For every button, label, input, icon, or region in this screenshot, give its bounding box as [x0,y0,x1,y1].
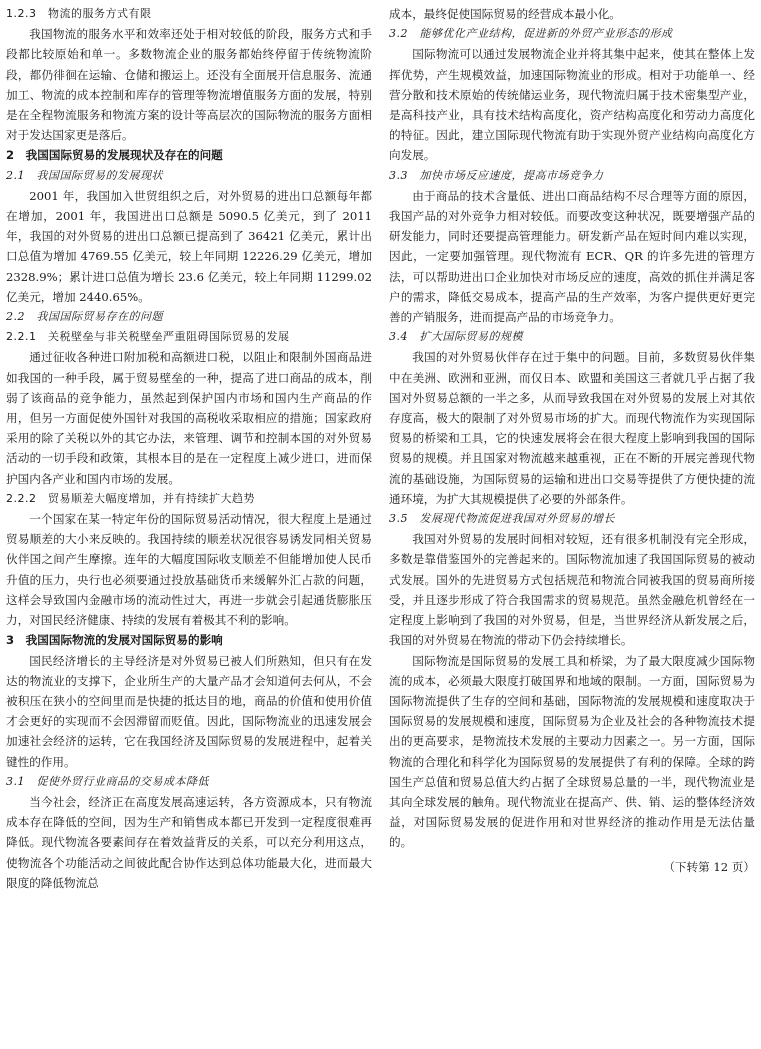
subsection-heading: 3.2 能够优化产业结构，促进新的外贸产业形态的形成 [389,27,673,41]
paragraph: 我国的对外贸易伙伴存在过于集中的问题。目前，多数贸易伙伴集中在美洲、欧洲和亚洲，而仅日本、欧盟和美国这三者就几乎占据了我国对外贸易总额的一半之多，从而导致我国在对外贸易的发展上对其依存度高，极大的限制了对外贸易市场的扩大。而现代物流作为实现国际贸易的桥梁和工具，它的快速发展将会在很大程度上影响到我国的国际贸易的规模。并且国家对物流越来越重视，正在不断的开展完善现代物流的基础设施，为国际贸易的运输和进出口交易等提供了方便快捷的流通环境，为扩大其规模提供了必要的外部条件。 [389,350,755,506]
subsection-heading: 3.1 促使外贸行业商品的交易成本降低 [6,774,209,788]
paragraph: 当今社会，经济正在高度发展高速运转，各方资源成本，只有物流成本存在降低的空间，因为生产和销售成本都已开发到一定程度很难再降低。现代物流各要素间存在着效益背反的关系，可以充分利用这点，使物流各个功能活动之间彼此配合协作达到总体功能最大化，进而最大限度的降低物流总 [6,794,372,890]
article-page [6,4,755,1044]
paragraph: 我国物流的服务水平和效率还处于相对较低的阶段，服务方式和手段都比较原始和单一。多数物流企业的服务都始终停留于传统物流阶段，都仍徘徊在运输、仓储和搬运上。还没有全面展开信息服务、流通加工、物流的成本控制和库存的管理等物流增值服务方面的发展，特别是在全程物流服务和物流方案的设计等高层次的国际物流的服务方面相对于发达国家更是落后。 [6,27,372,143]
paragraph: 国民经济增长的主导经济是对外贸易已被人们所熟知，但只有在发达的物流业的支撑下，企业所生产的大量产品才会知道何去何从，不会被积压在狭小的空间里而是快捷的抵达目的地，商品的价值和使用价值才会更好的实现而不会因滞留而贬值。因此，国际物流业的迅速发展会加速社会经济的运转，它在我国经济及国际贸易的发展进程中，起着关键性的作用。 [6,653,372,769]
paragraph: 国际物流可以通过发展物流企业并将其集中起来，使其在整体上发挥优势，产生规模效益，加速国际物流业的形成。相对于功能单一、经营分散和技术原始的传统储运业务，现代物流归属于技术密集型产业，是高科技产业，具有技术结构高度化，资产结构高度化和劳动力高度化的特征。因此，建立国际现代物流有助于实现外贸产业结构向高度化方向发展。 [389,47,755,163]
paragraph: 国际物流是国际贸易的发展工具和桥梁，为了最大限度减少国际物流的成本，必须最大限度打破国界和地域的限制。一方面，国际贸易为国际物流提供了生存的空间和基础，国际物流的发展规模和速度取决于国际贸易的发展规模和速度，国际贸易为企业及社会的各种物流技术提出的更高要求，是物流技术发展的主要动力因素之一。另一方面，国际物流的合理化和科学化为国际贸易的发展提供了有利的保障。全球的跨国生产总值和贸易总值大约占据了全球贸易总量的一半，现代物流业是其向全球发展的触角。现代物流业在提高产、供、销、运的整体经济效益，对国际贸易发展的促进作用和对世界经济的推动作用是无法估量的。 [389,653,755,850]
subsection-heading: 2.2.2 贸易顺差大幅度增加，并有持续扩大趋势 [6,491,255,505]
section-heading: 3 我国国际物流的发展对国际贸易的影响 [6,633,223,648]
right-column [389,4,755,877]
subsection-heading: 1.2.3 物流的服务方式有限 [6,7,152,20]
subsection-heading: 3.4 扩大国际贸易的规模 [389,330,523,344]
left-column [6,4,372,893]
continued-note: （下转第 12 页） [663,859,755,874]
paragraph: 由于商品的技术含量低、进出口商品结构不尽合理等方面的原因，我国产品的对外竞争力相对较低。而要改变这种状况，既要增强产品的研发能力，同时还要提高管理能力。研发新产品在短时间内难以实现，因此，一定要加强管理。现代物流有 ECR、QR 的许多先进的管理方法，可以帮助进出口企业加快对市场反应的速度，高效的抓住并满足客户的需求，降低交易成本，提高产品的生产效率，为客户提供更好更完善的产销服务，进而提高产品的市场竞争力。 [389,188,755,325]
paragraph: 通过征收各种进口附加税和高额进口税，以阻止和限制外国商品进如我国的一种手段，属于贸易壁垒的一种，提高了进口商品的成本，削弱了该商品的竞争能力，虽然起到保护国内市场和国内生产商品的作用，但另一方面促使外国针对我国的高税收采取相应的措施；国家政府采用的除了关税以外的其它办法，来管理、调节和控制本国的对外贸易活动的一切手段和政策，其根本目的是在一定程度上减少进口，进而保护国内各产业和国内市场的发展。 [6,350,372,486]
paragraph: 一个国家在某一特定年份的国际贸易活动情况，很大程度上是通过贸易顺差的大小来反映的。我国持续的顺差状况很容易诱发同相关贸易伙伴国之间产生摩擦。连年的大幅度国际收支顺差不但能增加使人民币升值的压力，央行也必须要通过投放基础货币来缓解外汇占款的问题，这样会导致国内金融市场的流动性过大，再进一步就会引起通货膨胀压力，对国民经济健康、持续的发展有着极其不利的影响。 [6,512,372,628]
subsection-heading: 3.3 加快市场反应速度，提高市场竞争力 [389,168,604,182]
paragraph: 2001 年，我国加入世贸组织之后，对外贸易的进出口总额每年都在增加，2001 年，我国进出口总额是 5090.5 亿美元，到了 2011 年，我国的对外贸易的进出口总额已提高到了 36421 亿美元，累计出口总值为增加 4769.55 亿美元，较上年同期 12226.29 亿美元，增加 2328.9%；累计进口总值为增长 23.6 亿美元，较上年同期 11299.02 亿美元，增加 2440.65%。 [6,188,372,304]
paragraph-continuation: 成本，最终促使国际贸易的经营成本最小化。 [389,7,621,21]
subsection-heading: 2.2.1 关税壁垒与非关税壁垒严重阻碍国际贸易的发展 [6,330,290,344]
subsection-heading: 3.5 发展现代物流促进我国对外贸易的增长 [389,512,615,526]
paragraph: 我国对外贸易的发展时间相对较短，还有很多机制没有完全形成，多数是靠借鉴国外的完善起来的。国际物流加速了我国国际贸易的被动式发展。国外的先进贸易方式包括规范和物流合同被我国的贸易商所接受，并且逐步形成了符合我国需求的贸易规范。虽然金融危机曾经在一定程度上影响到了我国的对外贸易，但是，当世界经济从新发展之后，我国的对外贸易在物流的带动下仍会持续增长。 [389,532,755,648]
right-column-body [389,4,755,853]
subsection-heading: 2.2 我国国际贸易存在的问题 [6,310,163,324]
subsection-heading: 2.1 我国国际贸易的发展现状 [6,168,163,182]
section-heading: 2 我国国际贸易的发展现状及存在的问题 [6,148,223,163]
